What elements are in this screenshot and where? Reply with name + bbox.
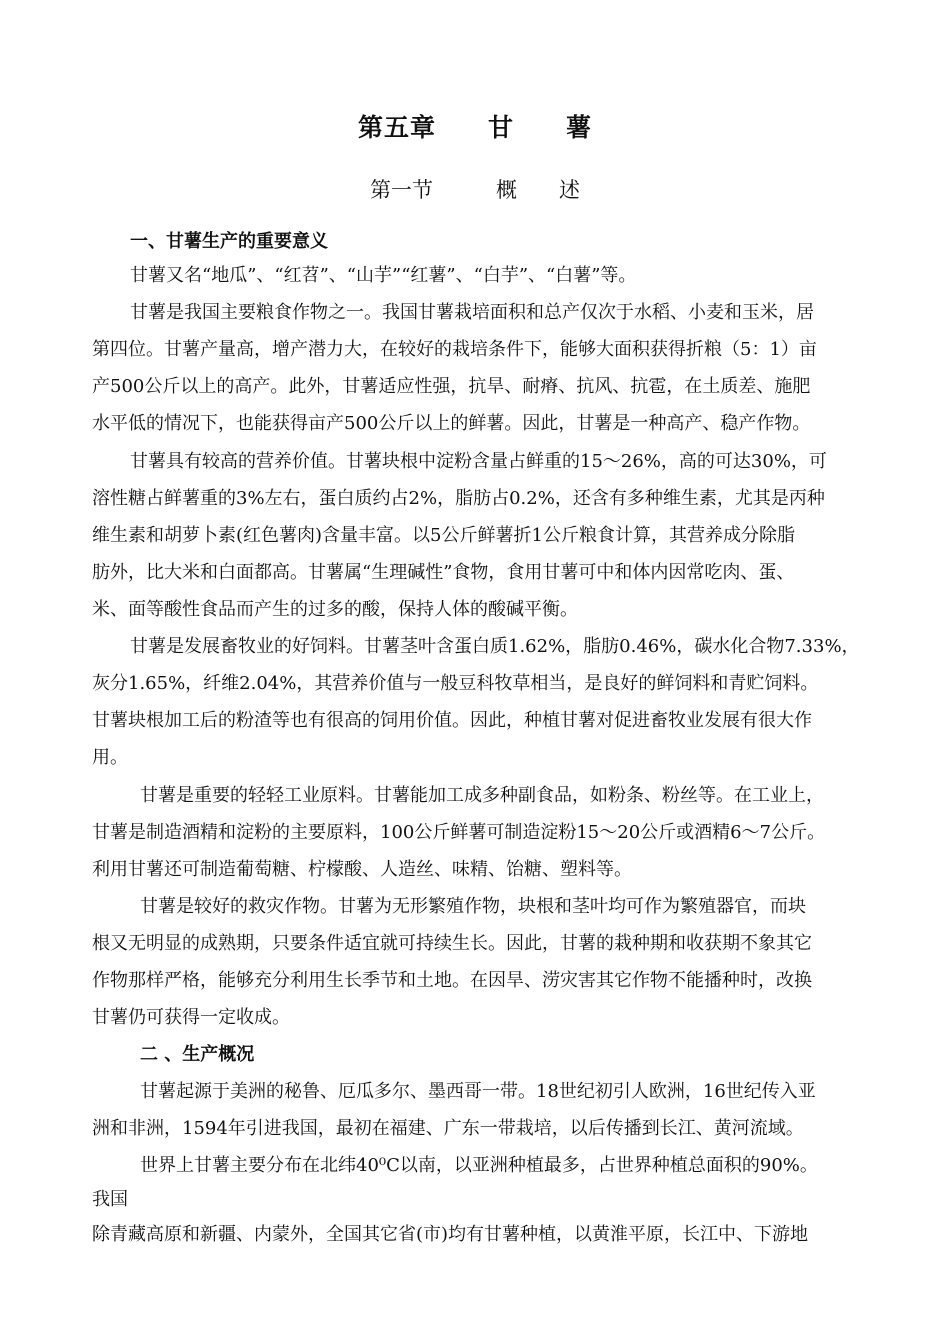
section-title: 第一节 概 述 — [370, 178, 580, 202]
paragraph-line: 根又无明显的成熟期，只要条件适宜就可持续生长。因此，甘薯的栽种期和收获期不象其它 — [92, 933, 812, 954]
paragraph-line: 水平低的情况下，也能获得亩产500公斤以上的鲜薯。因此，甘薯是一种高产、稳产作物。 — [92, 413, 811, 434]
paragraph-line: 利用甘薯还可制造葡萄糖、柠檬酸、人造丝、味精、饴糖、塑料等。 — [92, 859, 632, 880]
paragraph-line: 甘薯是发展畜牧业的好饲料。甘薯茎叶含蛋白质1.62%，脂肪0.46%，碳水化合物7.33%， — [130, 636, 860, 657]
paragraph-line: 维生素和胡萝卜素(红色薯肉)含量丰富。以5公斤鲜薯折1公斤粮食计算，其营养成分除脂 — [92, 525, 795, 546]
paragraph-line: 世界上甘薯主要分布在北纬40⁰C以南，以亚洲种植最多，占世界种植总面积的90%。 — [140, 1155, 818, 1176]
paragraph-line: 甘薯具有较高的营养价值。甘薯块根中淀粉含量占鲜重的15～26%，高的可达30%，可 — [130, 451, 827, 472]
paragraph-line: 甘薯是较好的救灾作物。甘薯为无形繁殖作物，块根和茎叶均可作为繁殖器官，而块 — [140, 896, 806, 917]
chapter-title: 第五章 甘 薯 — [357, 113, 592, 142]
paragraph-line: 作物那样严格，能够充分利用生长季节和土地。在因旱、涝灾害其它作物不能播种时，改换 — [92, 970, 812, 991]
paragraph-line: 洲和非洲，1594年引进我国，最初在福建、广东一带栽培，以后传播到长江、黄河流域。 — [92, 1118, 804, 1139]
paragraph-line: 甘薯起源于美洲的秘鲁、厄瓜多尔、墨西哥一带。18世纪初引人欧洲，16世纪传入亚 — [140, 1081, 816, 1102]
paragraph-line: 除青藏高原和新疆、内蒙外，全国其它省(市)均有甘薯种植，以黄淮平原，长江中、下游地 — [92, 1224, 809, 1245]
paragraph-line: 甘薯是制造酒精和淀粉的主要原料，100公斤鲜薯可制造淀粉15～20公斤或酒精6～7公斤。 — [92, 822, 826, 843]
paragraph-line: 甘薯是重要的轻轻工业原料。甘薯能加工成多种副食品，如粉条、粉丝等。在工业上， — [140, 785, 824, 806]
paragraph-line: 我国 — [92, 1189, 128, 1210]
paragraph-line: 甘薯仍可获得一定收成。 — [92, 1007, 290, 1028]
paragraph-line: 甘薯又名“地瓜”、“红苕”、“山芋”“红薯”、“白芋”、“白薯”等。 — [130, 265, 637, 286]
paragraph-line: 灰分1.65%，纤维2.04%，其营养价值与一般豆科牧草相当，是良好的鲜饲料和青贮饲料。 — [92, 673, 819, 694]
paragraph-line: 甘薯是我国主要粮食作物之一。我国甘薯栽培面积和总产仅次于水稻、小麦和玉米，居 — [130, 302, 814, 323]
paragraph-line: 甘薯块根加工后的粉渣等也有很高的饲用价值。因此，种植甘薯对促进畜牧业发展有很大作 — [92, 710, 812, 731]
paragraph-line: 用。 — [92, 747, 128, 768]
heading-significance: 一、甘薯生产的重要意义 — [130, 231, 328, 252]
heading-production: 二 、生产概况 — [140, 1044, 255, 1065]
paragraph-line: 米、面等酸性食品而产生的过多的酸，保持人体的酸碱平衡。 — [92, 599, 578, 620]
paragraph-line: 肪外，比大米和白面都高。甘薯属“生理碱性”食物，食用甘薯可中和体内因常吃肉、蛋、 — [92, 562, 795, 583]
paragraph-line: 溶性糖占鲜薯重的3%左右，蛋白质约占2%，脂肪占0.2%，还含有多种维生素，尤其是丙种 — [92, 488, 825, 509]
paragraph-line: 产500公斤以上的高产。此外，甘薯适应性强，抗旱、耐瘠、抗风、抗雹，在土质差、施肥 — [92, 376, 811, 397]
paragraph-line: 第四位。甘薯产量高，增产潜力大，在较好的栽培条件下，能够大面积获得折粮（5：1）亩 — [92, 339, 817, 360]
